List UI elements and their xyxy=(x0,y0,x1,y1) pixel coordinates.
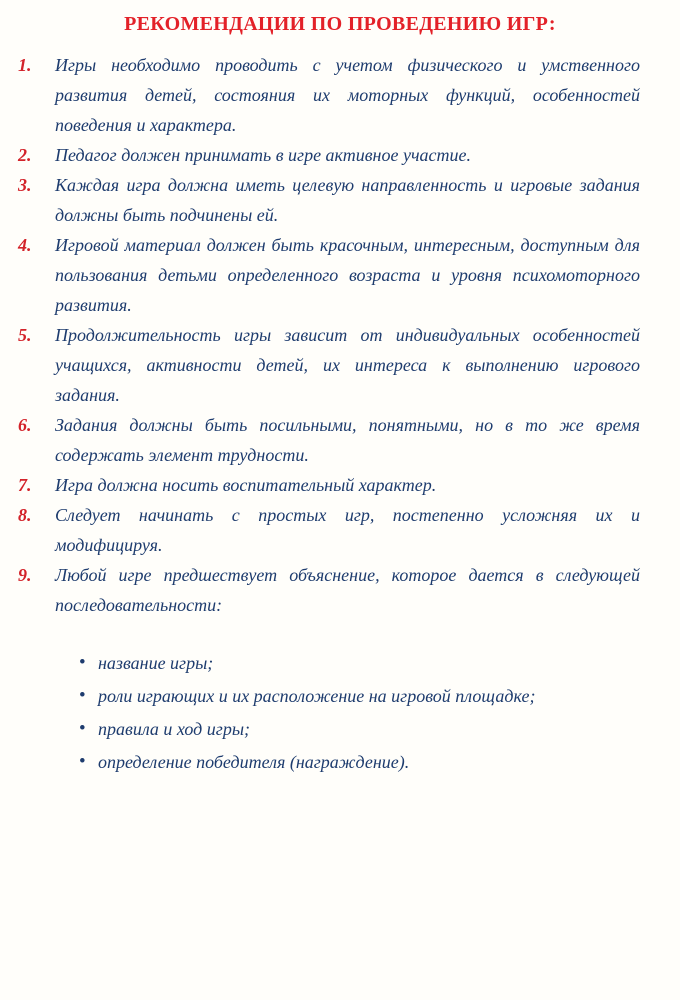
text-line: должны быть подчинены ей. xyxy=(55,205,279,225)
list-item-number: 2. xyxy=(18,145,32,165)
sub-bullet-item xyxy=(79,648,680,678)
list-item-text xyxy=(55,320,640,410)
text-line: Продолжительность игры зависит от индивидуальных особенностей xyxy=(55,325,640,345)
sub-bullet-text: правила и ход игры; xyxy=(98,719,250,739)
list-item-text xyxy=(55,50,640,140)
list-item xyxy=(0,470,680,500)
list-item-number: 7. xyxy=(18,475,32,495)
sub-bullet-item xyxy=(79,747,680,777)
text-line: Любой игре предшествует объяснение, которое дается в следующей xyxy=(55,565,640,585)
list-item-number: 5. xyxy=(18,325,32,345)
list-item xyxy=(0,410,680,470)
text-line: Задания должны быть посильными, понятными, но в то же время xyxy=(55,415,640,435)
list-item-text xyxy=(55,140,640,170)
list-item-text xyxy=(55,500,640,560)
text-line: поведения и характера. xyxy=(55,115,237,135)
list-item-text xyxy=(55,410,640,470)
list-item-number: 3. xyxy=(18,175,32,195)
text-line: развития. xyxy=(55,295,132,315)
recommendations-list xyxy=(0,50,680,620)
text-line: Игра должна носить воспитательный характер. xyxy=(55,475,437,495)
list-item xyxy=(0,560,680,620)
text-line: учащихся, активности детей, их интереса к выполнению игрового xyxy=(55,355,640,375)
sub-bullet-item xyxy=(79,681,680,711)
sub-bullet-text: название игры; xyxy=(98,653,214,673)
list-item-text xyxy=(55,470,640,500)
text-line: содержать элемент трудности. xyxy=(55,445,309,465)
list-item-number: 6. xyxy=(18,415,32,435)
list-item-number: 9. xyxy=(18,565,32,585)
list-item-number: 1. xyxy=(18,55,32,75)
bullet-dot-icon: • xyxy=(79,718,86,739)
bullet-dot-icon: • xyxy=(79,751,86,772)
text-line: Игры необходимо проводить с учетом физического и умственного xyxy=(55,55,640,75)
list-item xyxy=(0,230,680,320)
list-item-number: 8. xyxy=(18,505,32,525)
text-line: Игровой материал должен быть красочным, интересным, доступным для xyxy=(55,235,640,255)
sub-bullet-text: роли играющих и их расположение на игровой площадке; xyxy=(98,686,536,706)
list-item-text xyxy=(55,560,640,620)
list-item xyxy=(0,140,680,170)
text-line: последовательности: xyxy=(55,595,223,615)
text-line: модифицируя. xyxy=(55,535,163,555)
list-item xyxy=(0,320,680,410)
text-line: задания. xyxy=(55,385,120,405)
list-item xyxy=(0,50,680,140)
bullet-dot-icon: • xyxy=(79,652,86,673)
page-title: РЕКОМЕНДАЦИИ ПО ПРОВЕДЕНИЮ ИГР: xyxy=(124,13,556,35)
text-line: развития детей, состояния их моторных функций, особенностей xyxy=(55,85,640,105)
list-item-text xyxy=(55,170,640,230)
sub-bullet-item xyxy=(79,714,680,744)
list-item xyxy=(0,170,680,230)
text-line: Каждая игра должна иметь целевую направленность и игровые задания xyxy=(55,175,640,195)
list-item-text xyxy=(55,230,640,320)
text-line: Педагог должен принимать в игре активное участие. xyxy=(55,145,472,165)
sub-bullet-text: определение победителя (награждение). xyxy=(98,752,410,772)
bullet-dot-icon: • xyxy=(79,685,86,706)
list-item-number: 4. xyxy=(18,235,32,255)
sub-bullet-list xyxy=(0,648,680,777)
list-item xyxy=(0,500,680,560)
text-line: пользования детьми определенного возраста и уровня психомоторного xyxy=(55,265,640,285)
text-line: Следует начинать с простых игр, постепенно усложняя их и xyxy=(55,505,640,525)
